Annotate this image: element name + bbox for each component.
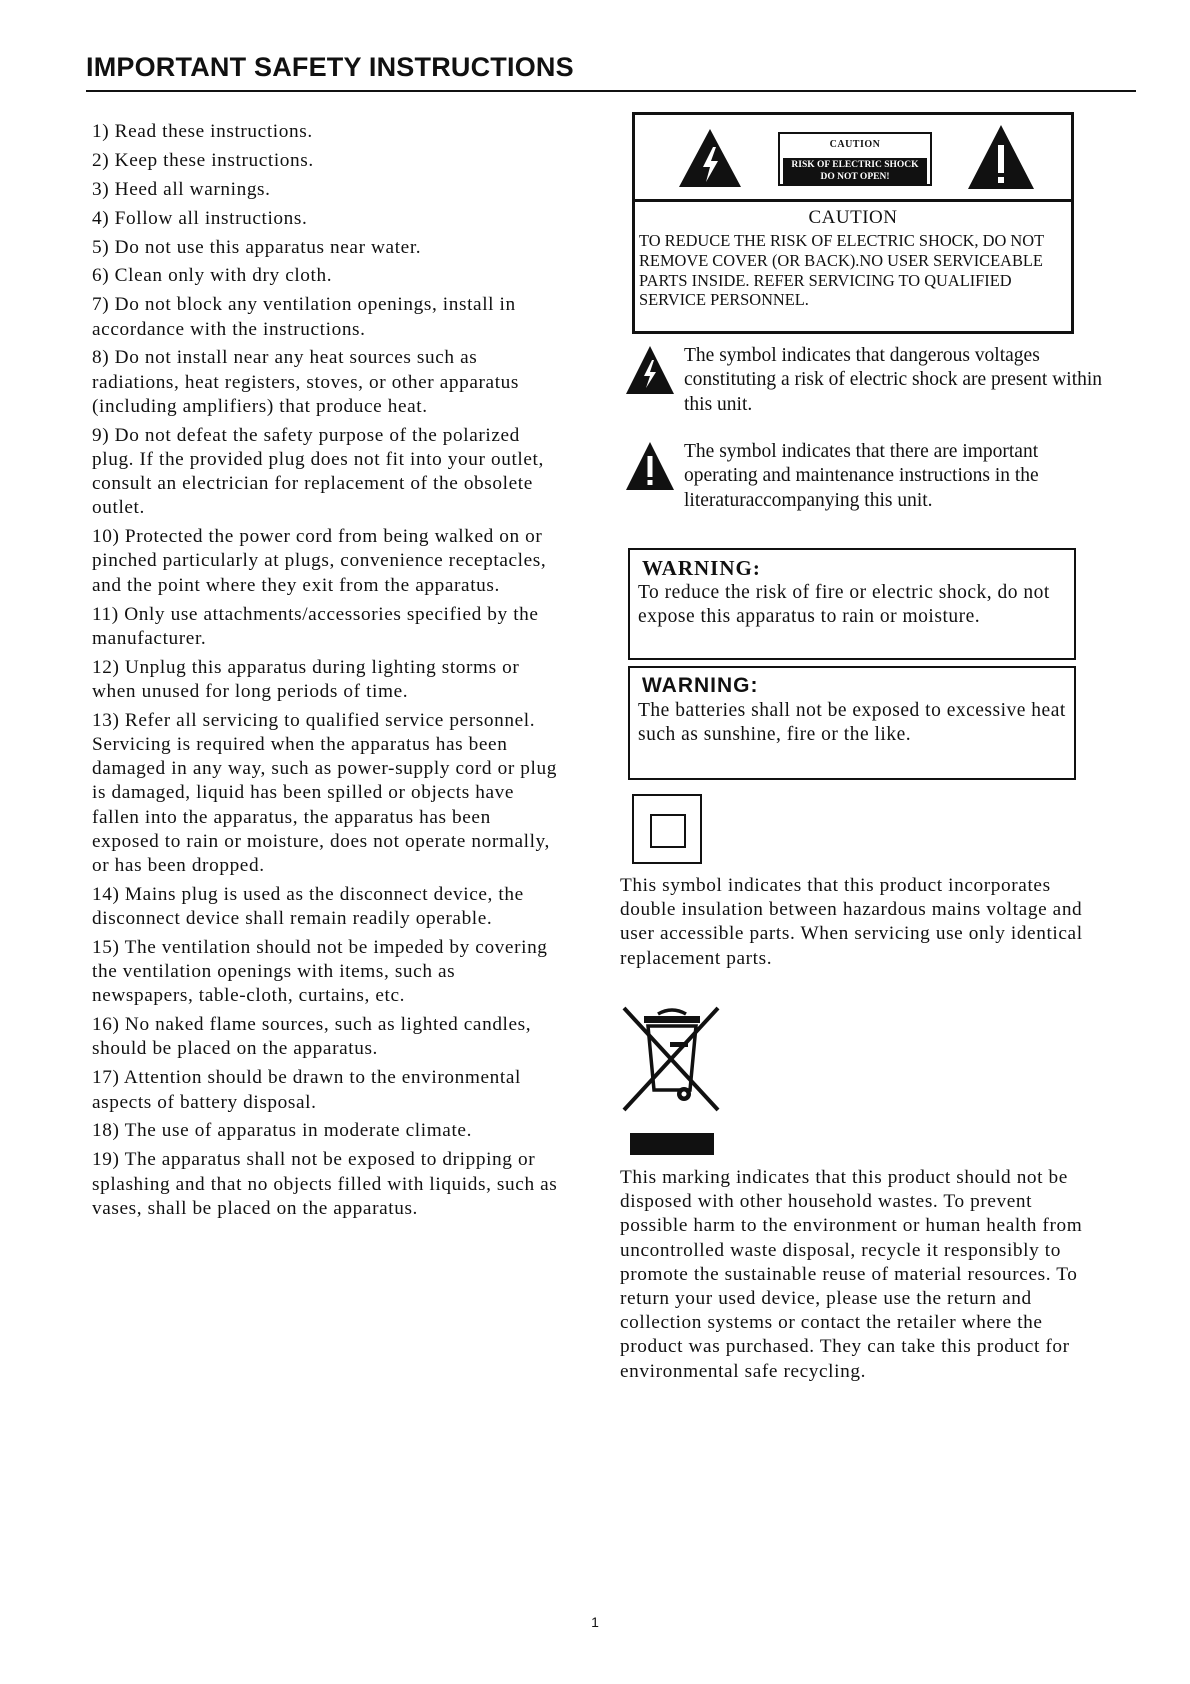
lightning-bolt-triangle-icon [624,344,676,396]
caution-text: TO REDUCE THE RISK OF ELECTRIC SHOCK, DO NOT REMOVE COVER (OR BACK).NO USER SERVICEABLE PARTS INSIDE. REFER SERVICING TO QUALIFIED SERVICE PERSONNEL. [639,231,1044,310]
instruction-item: 13) Refer all servicing to qualified service personnel. Servicing is required when the apparatus has been damaged in any way, such as power-supply cord or plug is damaged, liquid has been spilled or objects have fallen into the apparatus, the apparatus has been exposed to rain or moisture, does not operate normally, or has been dropped. [92,709,557,876]
caution-label-strip [635,115,1071,202]
voltage-symbol-row [624,344,1103,424]
instruction-item: 15) The ventilation should not be impeded by covering the ventilation openings with items, such as newspapers, table-cloth, curtains, etc. [92,936,548,1007]
instruction-item: 3) Heed all warnings. [92,178,271,200]
instruction-item: 2) Keep these instructions. [92,149,314,171]
instruction-item: 11) Only use attachments/accessories specified by the manufacturer. [92,603,539,649]
crossed-wheelie-bin-icon [618,1004,726,1114]
caution-box [632,112,1074,334]
page-number: 1 [591,1614,599,1630]
weee-underbar [630,1133,714,1155]
warning-title: WARNING: [642,556,761,580]
instruction-list [92,120,562,1226]
instruction-item: 19) The apparatus shall not be exposed to dripping or splashing and that no objects filled with liquids, such as vases, shall be placed on the apparatus. [92,1149,558,1219]
caution-heading: CAUTION [808,207,898,228]
exclamation-triangle-icon [624,440,676,492]
exclamation-symbol-text: The symbol indicates that there are important operating and maintenance instructions in the literaturaccompanying this unit. [684,441,1039,511]
double-square-icon [632,794,702,864]
instruction-item: 16) No naked flame sources, such as lighted candles, should be placed on the apparatus. [92,1014,532,1060]
warning-text: The batteries shall not be exposed to excessive heat such as sunshine, fire or the like. [638,700,1066,746]
label-risk-line: RISK OF ELECTRIC SHOCK [791,160,919,170]
voltage-symbol-text: The symbol indicates that dangerous voltages constituting a risk of electric shock are present within this unit. [684,345,1103,415]
instruction-item: 14) Mains plug is used as the disconnect device, the disconnect device shall remain readily operable. [92,883,524,930]
instruction-item: 6) Clean only with dry cloth. [92,265,333,287]
instruction-item: 18) The use of apparatus in moderate climate. [92,1120,473,1142]
exclamation-symbol-row [624,440,1094,544]
caution-label-plate [778,132,932,186]
warning-box-moisture [628,548,1076,660]
weee-text: This marking indicates that this product should not be disposed with other household wastes. To prevent possible harm to the environment or human health from uncontrolled waste disposal, recycle it responsibly to promote the sustainable reuse of material resources. To return your used device, please use the return and collection systems or contact the retailer where the product was purchased. They can take this product for environmental safe recycling. [620,1167,1083,1382]
instruction-item: 1) Read these instructions. [92,121,313,142]
page-title: IMPORTANT SAFETY INSTRUCTIONS [86,52,574,82]
title-rule [86,90,1136,92]
instruction-item: 9) Do not defeat the safety purpose of the polarized plug. If the provided plug does not fit into your outlet, consult an electrician for replacement of the obsolete outlet. [92,424,544,519]
warning-title: WARNING: [642,674,759,697]
warning-box-batteries [628,666,1076,780]
instruction-item: 10) Protected the power cord from being walked on or pinched particularly at plugs, convenience receptacles, and the point where they exit from the apparatus. [92,526,547,596]
warning-text: To reduce the risk of fire or electric shock, do not expose this apparatus to rain or moisture. [638,582,1050,628]
instruction-item: 7) Do not block any ventilation openings, install in accordance with the instructions. [92,294,516,340]
label-risk-text [783,158,927,185]
instruction-item: 12) Unplug this apparatus during lighting storms or when unused for long periods of time. [92,656,520,702]
instruction-item: 8) Do not install near any heat sources such as radiations, heat registers, stoves, or other apparatus (including amplifiers) that produce heat. [92,347,520,417]
double-insulation-text: This symbol indicates that this product incorporates double insulation between hazardous mains voltage and user accessible parts. When servicing use only identical replacement parts. [620,875,1083,969]
instruction-item: 4) Follow all instructions. [92,207,308,229]
label-do-not-open-line: DO NOT OPEN! [820,172,890,182]
label-caution-text: CAUTION [829,139,881,150]
instruction-item: 17) Attention should be drawn to the environmental aspects of battery disposal. [92,1067,521,1113]
double-square-inner [650,814,686,848]
exclamation-triangle-icon [966,123,1036,191]
lightning-bolt-triangle-icon [677,127,743,189]
instruction-item: 5) Do not use this apparatus near water. [92,236,422,258]
